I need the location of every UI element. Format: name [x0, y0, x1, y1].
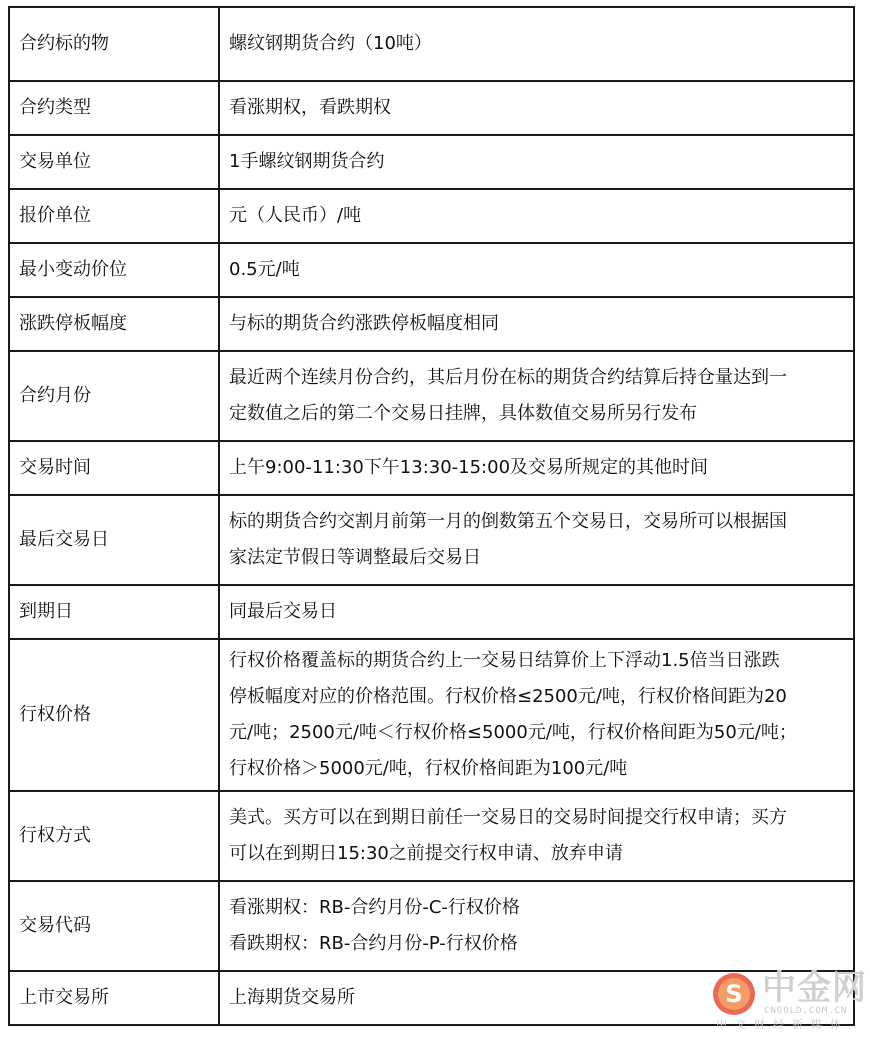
row-value	[219, 243, 854, 297]
value-line: 行权价格覆盖标的期货合约上一交易日结算价上下浮动1.5倍当日涨跌	[229, 650, 780, 671]
value-line: 行权价格＞5000元/吨，行权价格间距为100元/吨	[229, 758, 628, 779]
row-label: 上市交易所	[9, 971, 219, 1025]
value-line: 元（人民币）/吨	[229, 205, 362, 226]
value-line: 上海期货交易所	[229, 987, 355, 1008]
value-line: 1手螺纹钢期货合约	[229, 151, 385, 172]
value-line: 看涨期权：RB-合约月份-C-行权价格	[229, 897, 520, 918]
value-line: 标的期货合约交割月前第一月的倒数第五个交易日，交易所可以根据国	[229, 511, 787, 532]
row-value	[219, 639, 854, 791]
row-value	[219, 351, 854, 441]
value-line: 螺纹钢期货合约（10吨）	[229, 33, 432, 54]
row-value	[219, 881, 854, 971]
value-line: 看跌期权：RB-合约月份-P-行权价格	[229, 933, 518, 954]
table-row	[9, 441, 854, 495]
row-value	[219, 7, 854, 81]
table-row	[9, 585, 854, 639]
row-value	[219, 791, 854, 881]
table-row	[9, 297, 854, 351]
row-label: 最后交易日	[9, 495, 219, 585]
row-value	[219, 441, 854, 495]
row-label: 合约月份	[9, 351, 219, 441]
row-label: 合约标的物	[9, 7, 219, 81]
watermark-tagline: 中文财经新媒体	[716, 1018, 849, 1031]
value-line: 停板幅度对应的价格范围。行权价格≤2500元/吨，行权价格间距为20	[229, 686, 787, 707]
row-label: 涨跌停板幅度	[9, 297, 219, 351]
row-value	[219, 495, 854, 585]
row-label: 行权方式	[9, 791, 219, 881]
table-row	[9, 243, 854, 297]
row-value	[219, 81, 854, 135]
row-label: 行权价格	[9, 639, 219, 791]
table-row	[9, 881, 854, 971]
value-line: 上午9:00-11:30下午13:30-15:00及交易所规定的其他时间	[229, 457, 709, 478]
row-label: 最小变动价位	[9, 243, 219, 297]
row-label: 到期日	[9, 585, 219, 639]
row-label: 交易时间	[9, 441, 219, 495]
row-value	[219, 297, 854, 351]
contract-spec-table	[8, 6, 855, 1026]
value-line: 元/吨；2500元/吨＜行权价格≤5000元/吨，行权价格间距为50元/吨；	[229, 722, 797, 743]
table-row	[9, 351, 854, 441]
value-line: 定数值之后的第二个交易日挂牌，具体数值交易所另行发布	[229, 403, 697, 424]
value-line: 同最后交易日	[229, 601, 337, 622]
value-line: 0.5元/吨	[229, 259, 300, 280]
row-value	[219, 189, 854, 243]
value-line: 与标的期货合约涨跌停板幅度相同	[229, 313, 499, 334]
row-label: 报价单位	[9, 189, 219, 243]
table-row	[9, 791, 854, 881]
table-row	[9, 495, 854, 585]
value-line: 家法定节假日等调整最后交易日	[229, 547, 481, 568]
value-line: 最近两个连续月份合约，其后月份在标的期货合约结算后持仓量达到一	[229, 367, 787, 388]
row-value	[219, 135, 854, 189]
table-row	[9, 639, 854, 791]
value-line: 可以在到期日15:30之前提交行权申请、放弃申请	[229, 843, 623, 864]
value-line: 看涨期权，看跌期权	[229, 97, 391, 118]
table-row	[9, 7, 854, 81]
row-label: 交易代码	[9, 881, 219, 971]
watermark-name: 中金网	[762, 968, 867, 1008]
value-line: 美式。买方可以在到期日前任一交易日的交易时间提交行权申请；买方	[229, 807, 787, 828]
watermark-domain: CNGOLD.COM.CN	[764, 1006, 848, 1016]
table-row	[9, 135, 854, 189]
table-row	[9, 81, 854, 135]
logo-glyph: S	[725, 980, 743, 1008]
row-label: 交易单位	[9, 135, 219, 189]
row-label: 合约类型	[9, 81, 219, 135]
row-value	[219, 585, 854, 639]
watermark	[712, 966, 867, 1032]
table-row	[9, 189, 854, 243]
cngold-logo-icon	[712, 972, 756, 1016]
